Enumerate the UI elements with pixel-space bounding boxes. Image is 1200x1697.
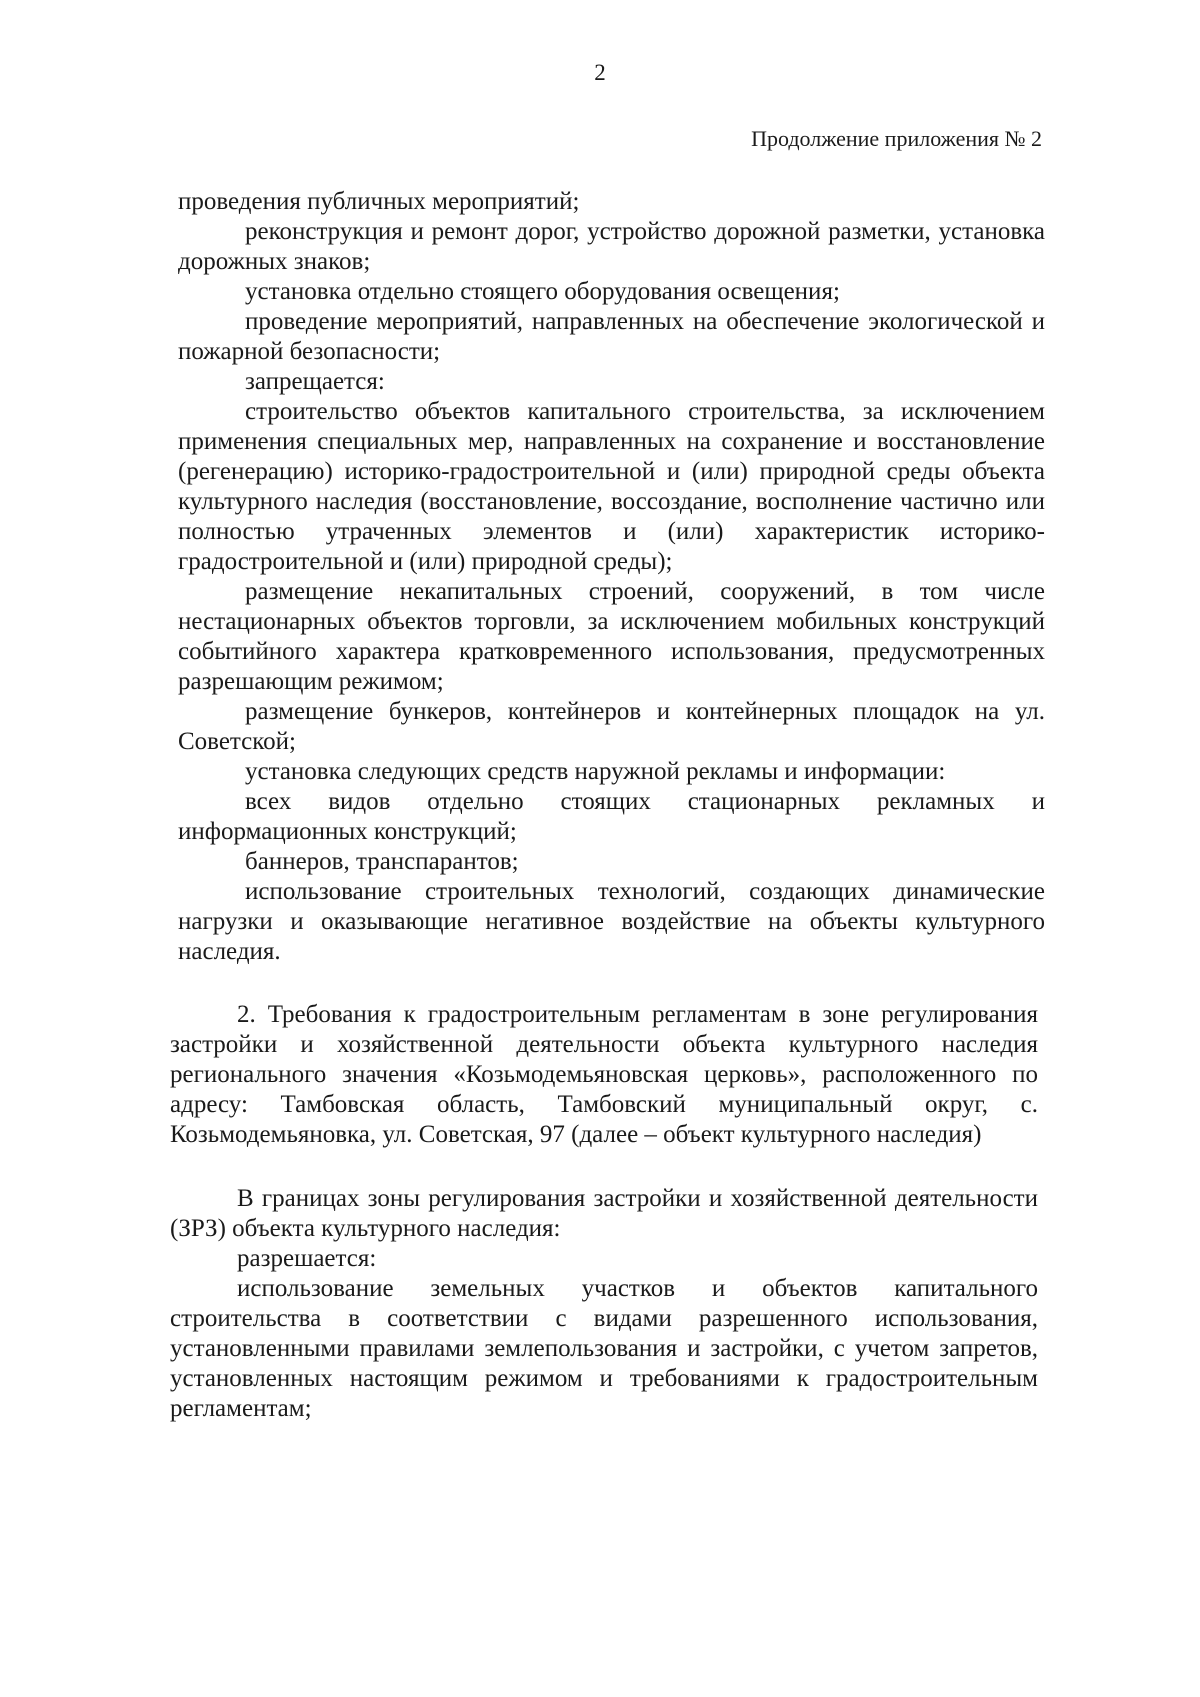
paragraph: использование земельных участков и объектов капитального строительства в соответствии с видами разрешенного использования, установленными правилами землепользования и застройки, с учетом запретов, установленных настоящим режимом и требованиями к градостроительным регламентам; [170,1275,1038,1422]
paragraph: размещение некапитальных строений, сооружений, в том числе нестационарных объектов торговли, за исключением мобильных конструкций событийного характера кратковременного использования, предусмотренных разрешающим режимом; [178,578,1045,695]
paragraph: проведение мероприятий, направленных на обеспечение экологической и пожарной безопасности; [178,308,1045,365]
paragraph: запрещается: [245,368,385,395]
section-1-text [178,187,1045,967]
appendix-continuation-note: Продолжение приложения № 2 [751,126,1042,151]
paragraph: размещение бункеров, контейнеров и контейнерных площадок на ул. Советской; [178,698,1045,755]
section-heading: 2. Требования к градостроительным регламентам в зоне регулирования застройки и хозяйственной деятельности объекта культурного наследия регионального значения «Козьмодемьяновская церковь», расположенного по адресу: Тамбовская область, Тамбовский муниципальный округ, с. Козьмодемьяновка, ул. Советская, 97 (далее – объект культурного наследия) [170,1001,1038,1148]
paragraph: использование строительных технологий, создающих динамические нагрузки и оказывающие негативное воздействие на объекты культурного наследия. [178,878,1045,965]
paragraph: баннеров, транспарантов; [245,848,519,875]
paragraph: всех видов отдельно стоящих стационарных рекламных и информационных конструкций; [178,788,1045,845]
paragraph: строительство объектов капитального строительства, за исключением применения специальных мер, направленных на сохранение и восстановление (регенерацию) историко-градостроительной и (или) природной среды объекта культурного наследия (восстановление, воссоздание, восполнение частично или полностью утраченных элементов и (или) характеристик историко-градостроительной и (или) природной среды); [178,398,1045,575]
paragraph: разрешается: [237,1245,377,1272]
paragraph: установка отдельно стоящего оборудования освещения; [245,278,840,305]
paragraph: установка следующих средств наружной рекламы и информации: [245,758,946,785]
paragraph: реконструкция и ремонт дорог, устройство дорожной разметки, установка дорожных знаков; [178,218,1045,275]
paragraph: проведения публичных мероприятий; [178,188,580,215]
page-number: 2 [594,60,606,85]
paragraph: В границах зоны регулирования застройки и хозяйственной деятельности (ЗРЗ) объекта культурного наследия: [170,1185,1038,1242]
section-2-text [170,1000,1038,1424]
